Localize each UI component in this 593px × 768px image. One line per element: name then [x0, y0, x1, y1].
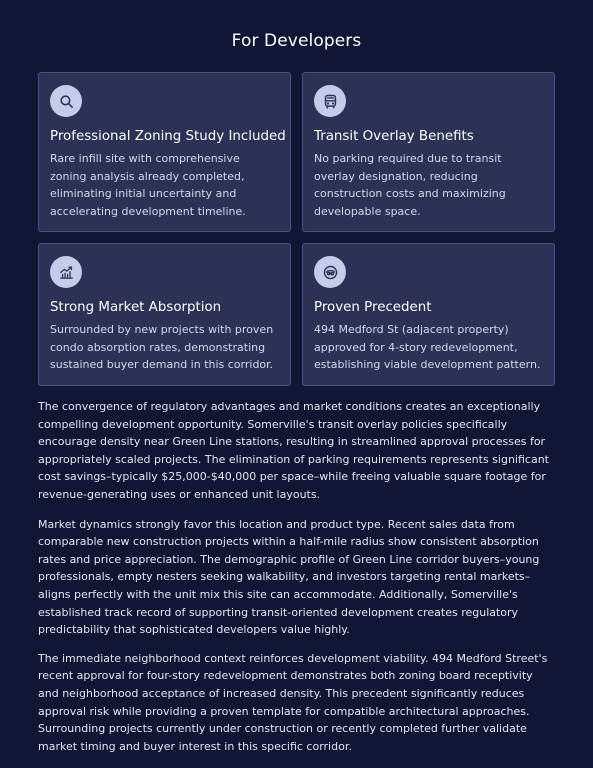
card-zoning-study: [38, 72, 291, 232]
chart-icon: [50, 256, 82, 288]
card-title: Strong Market Absorption: [50, 300, 222, 315]
card-proven-precedent: [302, 243, 555, 386]
feature-cards: [38, 72, 555, 386]
bus-icon: [314, 85, 346, 117]
card-title: Professional Zoning Study Included: [50, 129, 286, 144]
card-body: 494 Medford St (adjacent property) approved for 4-story redevelopment, establishing viable development pattern.: [314, 323, 541, 371]
paragraph-market: Market dynamics strongly favor this location and product type. Recent sales data from comparable new construction projects within a half-mile radius show consistent absorption rates and price appreciation. The demographic profile of Green Line corridor buyers–young professionals, empty nesters seeking walkability, and investors targeting rental markets–aligns perfectly with the unit mix this site can accommodate. Additionally, Somerville's established track record of supporting transit-oriented development creates regulatory predictability that sophisticated developers value highly.: [38, 517, 540, 637]
card-body: Rare infill site with comprehensive zoning analysis already completed, eliminating initial uncertainty and accelerating development timeline.: [50, 152, 246, 218]
card-body: Surrounded by new projects with proven condo absorption rates, demonstrating sustained buyer demand in this corridor.: [50, 323, 274, 371]
card-body: No parking required due to transit overlay designation, reducing construction costs and maximizing developable space.: [314, 152, 506, 218]
paragraph-regulatory: The convergence of regulatory advantages and market conditions creates an exceptionally compelling development opportunity. Somerville's transit overlay policies specifically encourage density near Green Line stations, resulting in streamlined approval processes for appropriately scaled projects. The elimination of parking requirements represents significant cost savings–typically $25,000-$40,000 per space–while freeing valuable square footage for revenue-generating uses or enhanced unit layouts.: [38, 400, 549, 501]
card-transit-overlay: [302, 72, 555, 232]
card-market-absorption: [38, 243, 291, 386]
page-title: For Developers: [231, 31, 362, 51]
badge-icon: [314, 256, 346, 288]
search-icon: [50, 85, 82, 117]
paragraph-neighborhood: The immediate neighborhood context reinforces development viability. 494 Medford Street's recent approval for four-story redevelopment demonstrates both zoning board receptivity and neighborhood acceptance of increased density. This precedent significantly reduces approval risk while providing a proven template for compatible architectural approaches. Surrounding projects currently under construction or recently completed further validate market timing and buyer interest in this specific corridor.: [38, 651, 548, 753]
card-title: Proven Precedent: [314, 300, 432, 315]
card-title: Transit Overlay Benefits: [314, 129, 474, 144]
